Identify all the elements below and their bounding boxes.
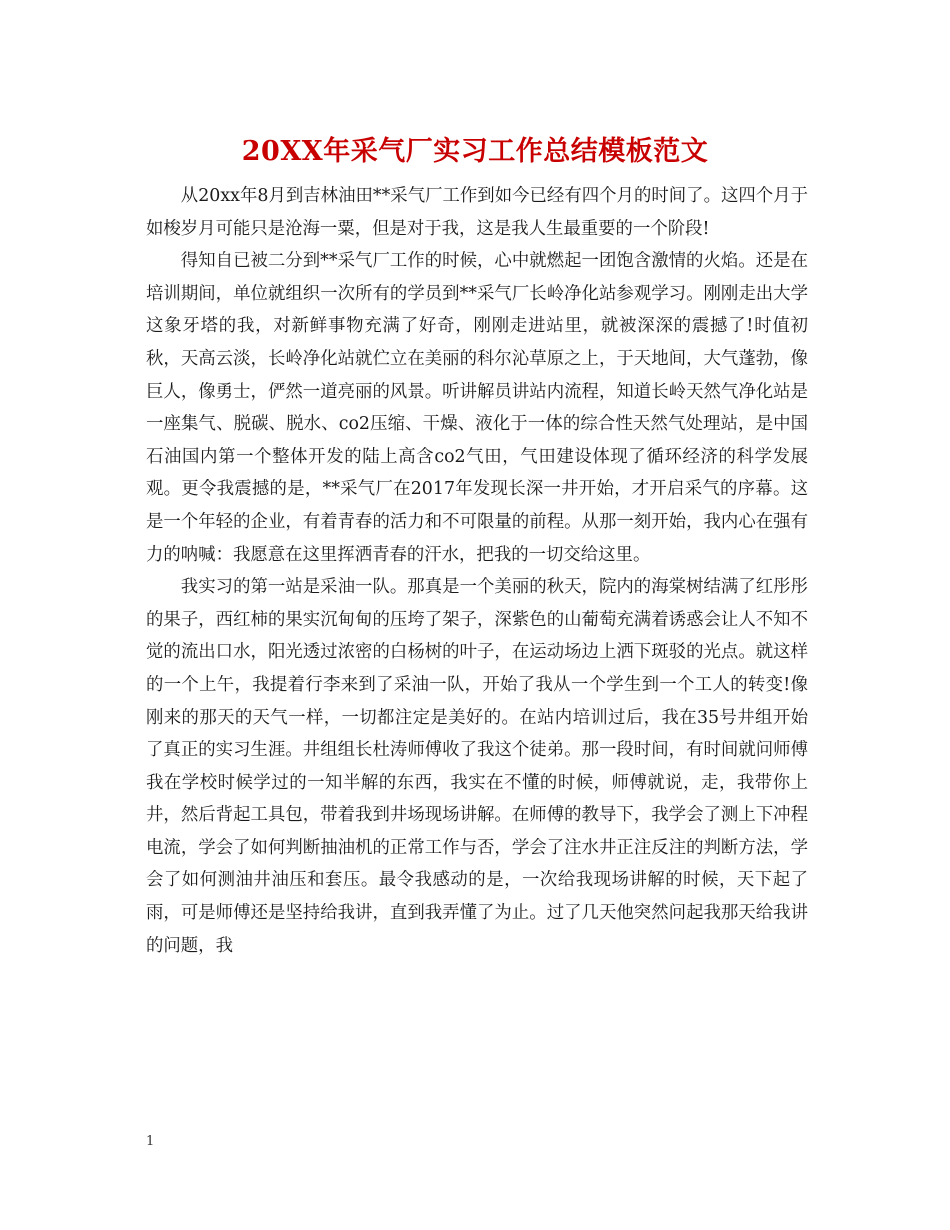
document-body xyxy=(146,180,808,962)
paragraph-3: 我实习的第一站是采油一队。那真是一个美丽的秋天，院内的海棠树结满了红彤彤的果子，西红柿的果实沉甸甸的压垮了架子，深紫色的山葡萄充满着诱惑会让人不知不觉的流出口水，阳光透过浓密的白杨树的叶子，在运动场边上洒下斑驳的光点。就这样的一个上午，我提着行李来到了采油一队，开始了我从一个学生到一个工人的转变!像刚来的那天的天气一样，一切都注定是美好的。在站内培训过后，我在35号井组开始了真正的实习生涯。井组组长杜涛师傅收了我这个徒弟。那一段时间，有时间就问师傅我在学校时候学过的一知半解的东西，我实在不懂的时候，师傅就说，走，我带你上井，然后背起工具包，带着我到井场现场讲解。在师傅的教导下，我学会了测上下冲程电流，学会了如何判断抽油机的正常工作与否，学会了注水井正注反注的判断方法，学会了如何测油井油压和套压。最令我感动的是，一次给我现场讲解的时候，天下起了雨，可是师傅还是坚持给我讲，直到我弄懂了为止。过了几天他突然问起我那天给我讲的问题，我 xyxy=(146,577,808,956)
paragraph-2: 得知自已被二分到**采气厂工作的时候，心中就燃起一团饱含激情的火焰。还是在培训期间，单位就组织一次所有的学员到**采气厂长岭净化站参观学习。刚刚走出大学这象牙塔的我，对新鲜事物充满了好奇，刚刚走进站里，就被深深的震撼了!时值初秋，天高云淡，长岭净化站就伫立在美丽的科尔沁草原之上，于天地间，大气蓬勃，像巨人，像勇士，俨然一道亮丽的风景。听讲解员讲站内流程，知道长岭天然气净化站是一座集气、脱碳、脱水、co2压缩、干燥、液化于一体的综合性天然气处理站，是中国石油国内第一个整体开发的陆上高含co2气田，气田建设体现了循环经济的科学发展观。更令我震撼的是，**采气厂在2017年发现长深一井开始，才开启采气的序幕。这是一个年轻的企业，有着青春的活力和不可限量的前程。从那一刻开始，我内心在强有力的呐喊：我愿意在这里挥洒青春的汗水，把我的一切交给这里。 xyxy=(146,251,808,565)
document-title: 20XX年采气厂实习工作总结模板范文 xyxy=(241,136,709,167)
page-number: 1 xyxy=(146,1134,155,1149)
paragraph-1: 从20xx年8月到吉林油田**采气厂工作到如今已经有四个月的时间了。这四个月于如梭岁月可能只是沧海一粟，但是对于我，这是我人生最重要的一个阶段! xyxy=(146,186,808,239)
